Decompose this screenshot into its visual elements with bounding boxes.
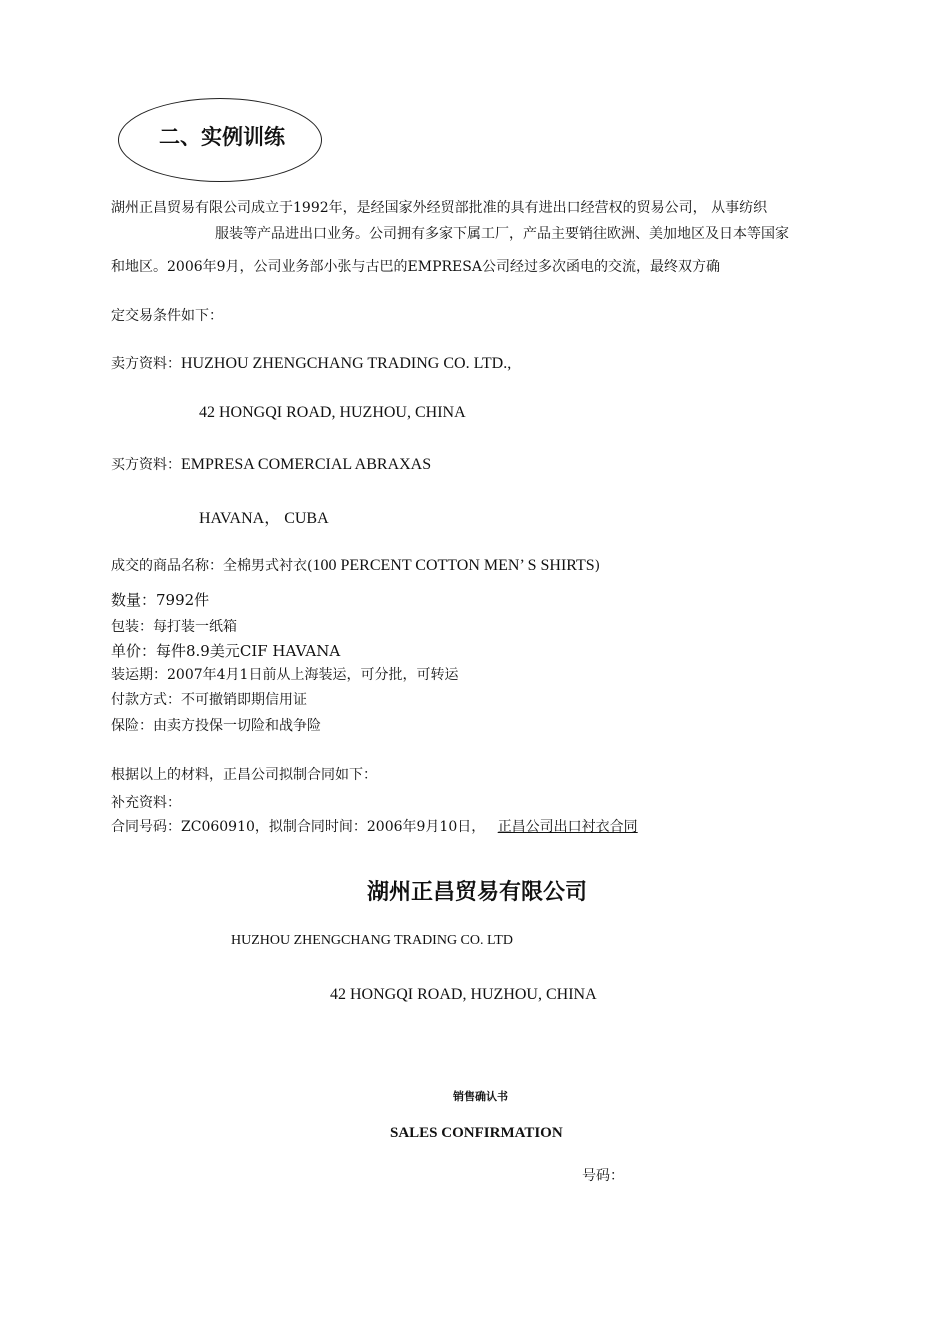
intro-line-3: 和地区。2006年9月，公司业务部小张与古巴的EMPRESA公司经过多次函电的交流，最终双方确 [111, 259, 720, 275]
goods-close: ) [594, 558, 601, 574]
insurance: 保险：由卖方投保一切险和战争险 [111, 718, 321, 734]
contract-info: 合同号码：ZC060910，拟制合同时间：2006年9月10日， [111, 819, 486, 835]
seller-row [111, 353, 511, 373]
confirmation-title-cn: 销售确认书 [453, 1090, 508, 1103]
payment: 付款方式：不可撤销即期信用证 [111, 692, 307, 708]
buyer-row [111, 454, 431, 474]
buyer-name: EMPRESA COMERCIAL ABRAXAS [181, 456, 432, 473]
letterhead-company-cn: 湖州正昌贸易有限公司 [367, 880, 588, 905]
intro-line-2: 服装等产品进出口业务。公司拥有多家下属工厂，产品主要销往欧洲、美加地区及日本等国家 [215, 226, 789, 242]
section-heading: 二、实例训练 [159, 125, 285, 149]
instruction: 根据以上的材料，正昌公司拟制合同如下： [111, 767, 377, 783]
supplement-label: 补充资料： [111, 795, 181, 811]
letterhead-company-en: HUZHOU ZHENGCHANG TRADING CO. LTD [231, 933, 513, 948]
packing: 包装：每打装一纸箱 [111, 619, 237, 635]
goods-name-en: 100 PERCENT COTTON MEN’ S SHIRTS [312, 557, 595, 574]
seller-label: 卖方资料： [111, 356, 181, 372]
seller-address: 42 HONGQI ROAD, HUZHOU, CHINA [199, 404, 466, 421]
confirmation-title-en: SALES CONFIRMATION [390, 1125, 563, 1141]
goods-label: 成交的商品名称：全棉男式衬衣( [111, 558, 313, 574]
contract-info-row [111, 816, 638, 836]
buyer-address: HAVANA， CUBA [199, 510, 329, 527]
intro-line-1: 湖州正昌贸易有限公司成立于1992年，是经国家外经贸部批准的具有进出口经营权的贸易公司， 从事纺织 [111, 200, 768, 216]
goods-row [111, 555, 600, 575]
contract-link[interactable]: 正昌公司出口衬衣合同 [497, 819, 638, 835]
seller-name: HUZHOU ZHENGCHANG TRADING CO. LTD., [181, 355, 512, 372]
quantity: 数量：7992件 [111, 591, 210, 609]
confirmation-number-label: 号码： [582, 1168, 624, 1184]
section-heading-oval [118, 98, 322, 182]
intro-line-4: 定交易条件如下： [111, 308, 223, 324]
buyer-label: 买方资料： [111, 457, 181, 473]
unit-price: 单价：每件8.9美元CIF HAVANA [111, 642, 341, 660]
letterhead-address: 42 HONGQI ROAD, HUZHOU, CHINA [330, 986, 597, 1003]
shipment: 装运期：2007年4月1日前从上海装运，可分批，可转运 [111, 667, 459, 683]
